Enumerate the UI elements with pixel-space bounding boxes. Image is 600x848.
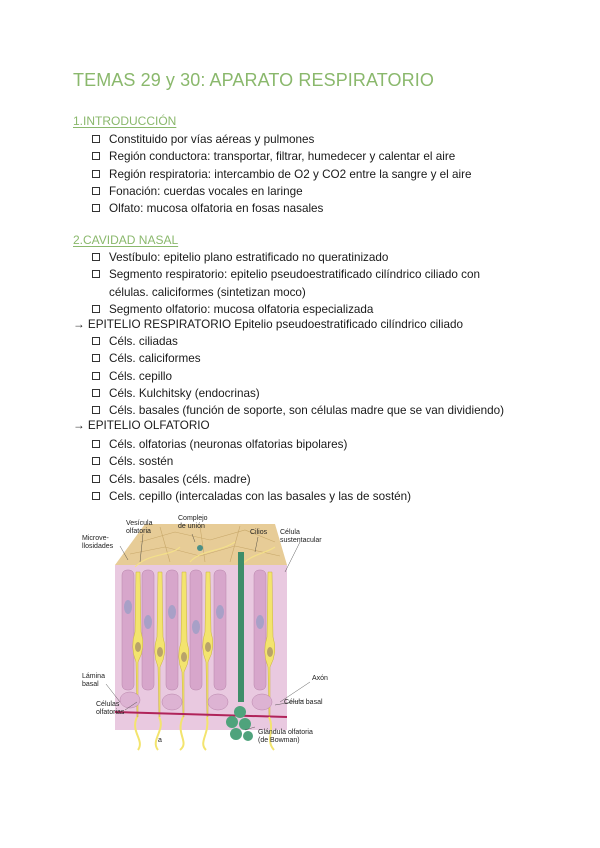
list-item: Céls. caliciformes <box>92 350 504 367</box>
label-llosidades: llosidades <box>82 543 114 550</box>
list-item: Céls. olfatorias (neuronas olfatorias bipolares) <box>92 436 411 453</box>
bowman-gland-duct <box>238 552 244 702</box>
label-olfatorias: olfatorias <box>96 709 125 716</box>
list-item: Región conductora: transportar, filtrar, humedecer y calentar el aire <box>92 148 472 165</box>
checkbox[interactable] <box>92 440 100 448</box>
label-sustentacular: sustentacular <box>280 537 322 544</box>
list-item: Segmento respiratorio: epitelio pseudoestratificado cilíndrico ciliado con células. caliciformes (sintetizan moco) <box>92 266 480 301</box>
epitelio-olfatorio-heading: → EPITELIO OLFATORIO <box>73 419 210 432</box>
list-item: Constituido por vías aéreas y pulmones <box>92 131 472 148</box>
checkbox[interactable] <box>92 204 100 212</box>
label-panel-a: a <box>158 737 162 744</box>
label-lamina: Lámina <box>82 673 105 680</box>
checkbox[interactable] <box>92 457 100 465</box>
cavidad-nasal-list <box>92 249 480 318</box>
label-basal: basal <box>82 681 99 688</box>
epitelio-respiratorio-list <box>92 333 504 419</box>
checkbox[interactable] <box>92 152 100 160</box>
page-title: TEMAS 29 y 30: APARATO RESPIRATORIO <box>73 70 434 90</box>
label-vesicula: Vesícula <box>126 520 153 527</box>
checkbox[interactable] <box>92 253 100 261</box>
checkbox[interactable] <box>92 492 100 500</box>
list-item: Fonación: cuerdas vocales en laringe <box>92 183 472 200</box>
section-heading-cavidad-nasal: 2.CAVIDAD NASAL <box>73 233 179 247</box>
list-item: Céls. basales (céls. madre) <box>92 471 411 488</box>
label-glandula: Glándula olfatoria <box>258 729 313 736</box>
list-item: Olfato: mucosa olfatoria en fosas nasales <box>92 200 472 217</box>
label-de-bowman: (de Bowman) <box>258 737 300 744</box>
epitelio-respiratorio-heading: → EPITELIO RESPIRATORIO Epitelio pseudoestratificado cilíndrico ciliado <box>73 318 463 331</box>
label-celulas: Células <box>96 701 120 708</box>
label-celula-basal: Célula basal <box>284 699 323 706</box>
checkbox[interactable] <box>92 475 100 483</box>
checkbox[interactable] <box>92 354 100 362</box>
checkbox[interactable] <box>92 372 100 380</box>
introduccion-list <box>92 131 472 217</box>
list-item: Céls. ciliadas <box>92 333 504 350</box>
label-microve: Microve- <box>82 535 109 542</box>
label-cilios: Cilios <box>250 529 268 536</box>
label-complejo: Complejo <box>178 515 208 522</box>
list-item: Segmento olfatorio: mucosa olfatoria especializada <box>92 301 480 318</box>
list-item: Céls. Kulchitsky (endocrinas) <box>92 385 504 402</box>
list-item: Vestíbulo: epitelio plano estratificado no queratinizado <box>92 249 480 266</box>
checkbox[interactable] <box>92 270 100 278</box>
list-item: Cels. cepillo (intercaladas con las basales y las de sostén) <box>92 488 411 505</box>
list-item: Céls. sostén <box>92 453 411 470</box>
epitelio-olfatorio-list <box>92 436 411 505</box>
label-de-union: de unión <box>178 523 205 530</box>
checkbox[interactable] <box>92 170 100 178</box>
label-axon: Axón <box>312 675 328 682</box>
checkbox[interactable] <box>92 337 100 345</box>
checkbox[interactable] <box>92 135 100 143</box>
section-heading-introduccion: 1.INTRODUCCIÓN <box>73 114 177 128</box>
checkbox[interactable] <box>92 187 100 195</box>
list-item: Céls. cepillo <box>92 368 504 385</box>
label-celula: Célula <box>280 529 300 536</box>
checkbox[interactable] <box>92 389 100 397</box>
list-item: Región respiratoria: intercambio de O2 y CO2 entre la sangre y el aire <box>92 166 472 183</box>
olfactory-epithelium-figure <box>80 512 350 752</box>
list-item: Céls. basales (función de soporte, son células madre que se van dividiendo) <box>92 402 504 419</box>
vesicle-olfactory <box>197 545 203 551</box>
label-olfatoria: olfatoria <box>126 528 151 535</box>
checkbox[interactable] <box>92 406 100 414</box>
checkbox[interactable] <box>92 305 100 313</box>
